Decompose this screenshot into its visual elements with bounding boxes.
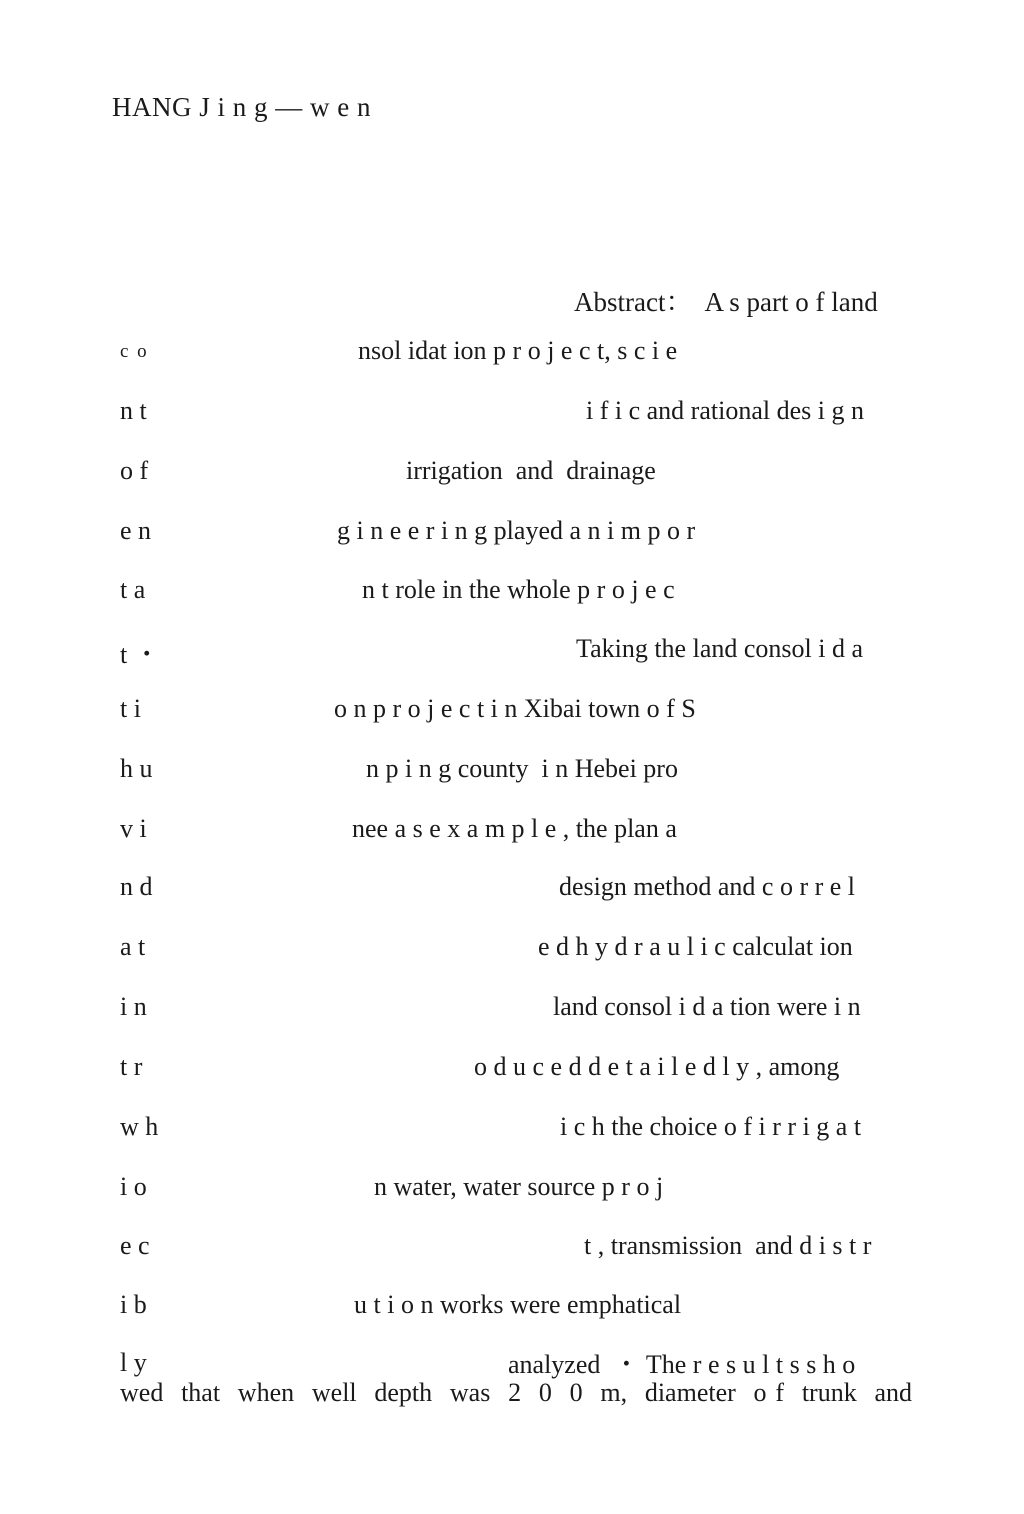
line-text: u t i o n works were emphatical xyxy=(354,1290,682,1319)
abstract-heading: Abstract： A s part o f land xyxy=(574,287,878,317)
line-prefix: n t xyxy=(120,396,147,425)
abstract-line xyxy=(0,872,1024,912)
line-prefix: e n xyxy=(120,516,152,545)
line-prefix: v i xyxy=(120,814,147,843)
line-prefix: i o xyxy=(120,1172,147,1201)
line-prefix: t r xyxy=(120,1052,143,1081)
line-text: i c h the choice o f i r r i g a t xyxy=(560,1112,862,1141)
line-prefix: t a xyxy=(120,575,146,604)
abstract-line xyxy=(0,992,1024,1032)
line-text: n water, water source p r o j xyxy=(374,1172,664,1201)
abstract-line xyxy=(0,932,1024,972)
line-text: Taking the land consol i d a xyxy=(576,634,864,663)
line-prefix: l y xyxy=(120,1348,147,1377)
abstract-line xyxy=(0,575,1024,615)
line-prefix: a t xyxy=(120,932,146,961)
line-text: o d u c e d d e t a i l e d l y , among xyxy=(474,1052,840,1081)
line-text: n t role in the whole p r o j e c xyxy=(362,575,675,604)
line-text: e d h y d r a u l i c calculat ion xyxy=(538,932,853,961)
abstract-line xyxy=(0,396,1024,436)
line-prefix: i b xyxy=(120,1290,147,1319)
line-text: irrigation and drainage xyxy=(406,456,656,485)
abstract-line xyxy=(0,754,1024,794)
abstract-line xyxy=(0,1052,1024,1092)
line-prefix: e c xyxy=(120,1231,150,1260)
line-prefix: i n xyxy=(120,992,147,1021)
author-name: HANG J i n g — w e n xyxy=(112,92,371,122)
abstract-line xyxy=(0,1290,1024,1330)
abstract-last-line: wed that when well depth was 2 0 0 m, diameter o f trunk and xyxy=(120,1378,912,1407)
line-prefix: t ・ xyxy=(120,640,160,669)
abstract-line xyxy=(0,634,1024,674)
line-text: analyzed ・ The r e s u l t s s h o xyxy=(508,1350,856,1379)
line-prefix: n d xyxy=(120,872,153,901)
abstract-line xyxy=(0,1231,1024,1271)
line-text: nee a s e x a m p l e , the plan a xyxy=(352,814,677,843)
line-text: o n p r o j e c t i n Xibai town o f S xyxy=(334,694,696,723)
line-text: land consol i d a tion were i n xyxy=(553,992,861,1021)
line-text: design method and c o r r e l xyxy=(559,872,856,901)
line-text: i f i c and rational des i g n xyxy=(586,396,864,425)
line-prefix: o f xyxy=(120,456,149,485)
line-prefix: t i xyxy=(120,694,141,723)
line-text: nsol idat ion p r o j e c t, s c i e xyxy=(358,336,678,365)
abstract-line xyxy=(0,456,1024,496)
abstract-line xyxy=(0,694,1024,734)
abstract-line xyxy=(0,516,1024,556)
abstract-line xyxy=(0,814,1024,854)
line-prefix: w h xyxy=(120,1112,159,1141)
abstract-line xyxy=(0,336,1024,376)
line-text: g i n e e r i n g played a n i m p o r xyxy=(337,516,696,545)
line-text: n p i n g county i n Hebei pro xyxy=(366,754,678,783)
abstract-line xyxy=(0,1112,1024,1152)
abstract-line xyxy=(0,1172,1024,1212)
line-prefix: h u xyxy=(120,754,153,783)
line-prefix: c o xyxy=(120,341,149,362)
line-text: t , transmission and d i s t r xyxy=(584,1231,872,1260)
